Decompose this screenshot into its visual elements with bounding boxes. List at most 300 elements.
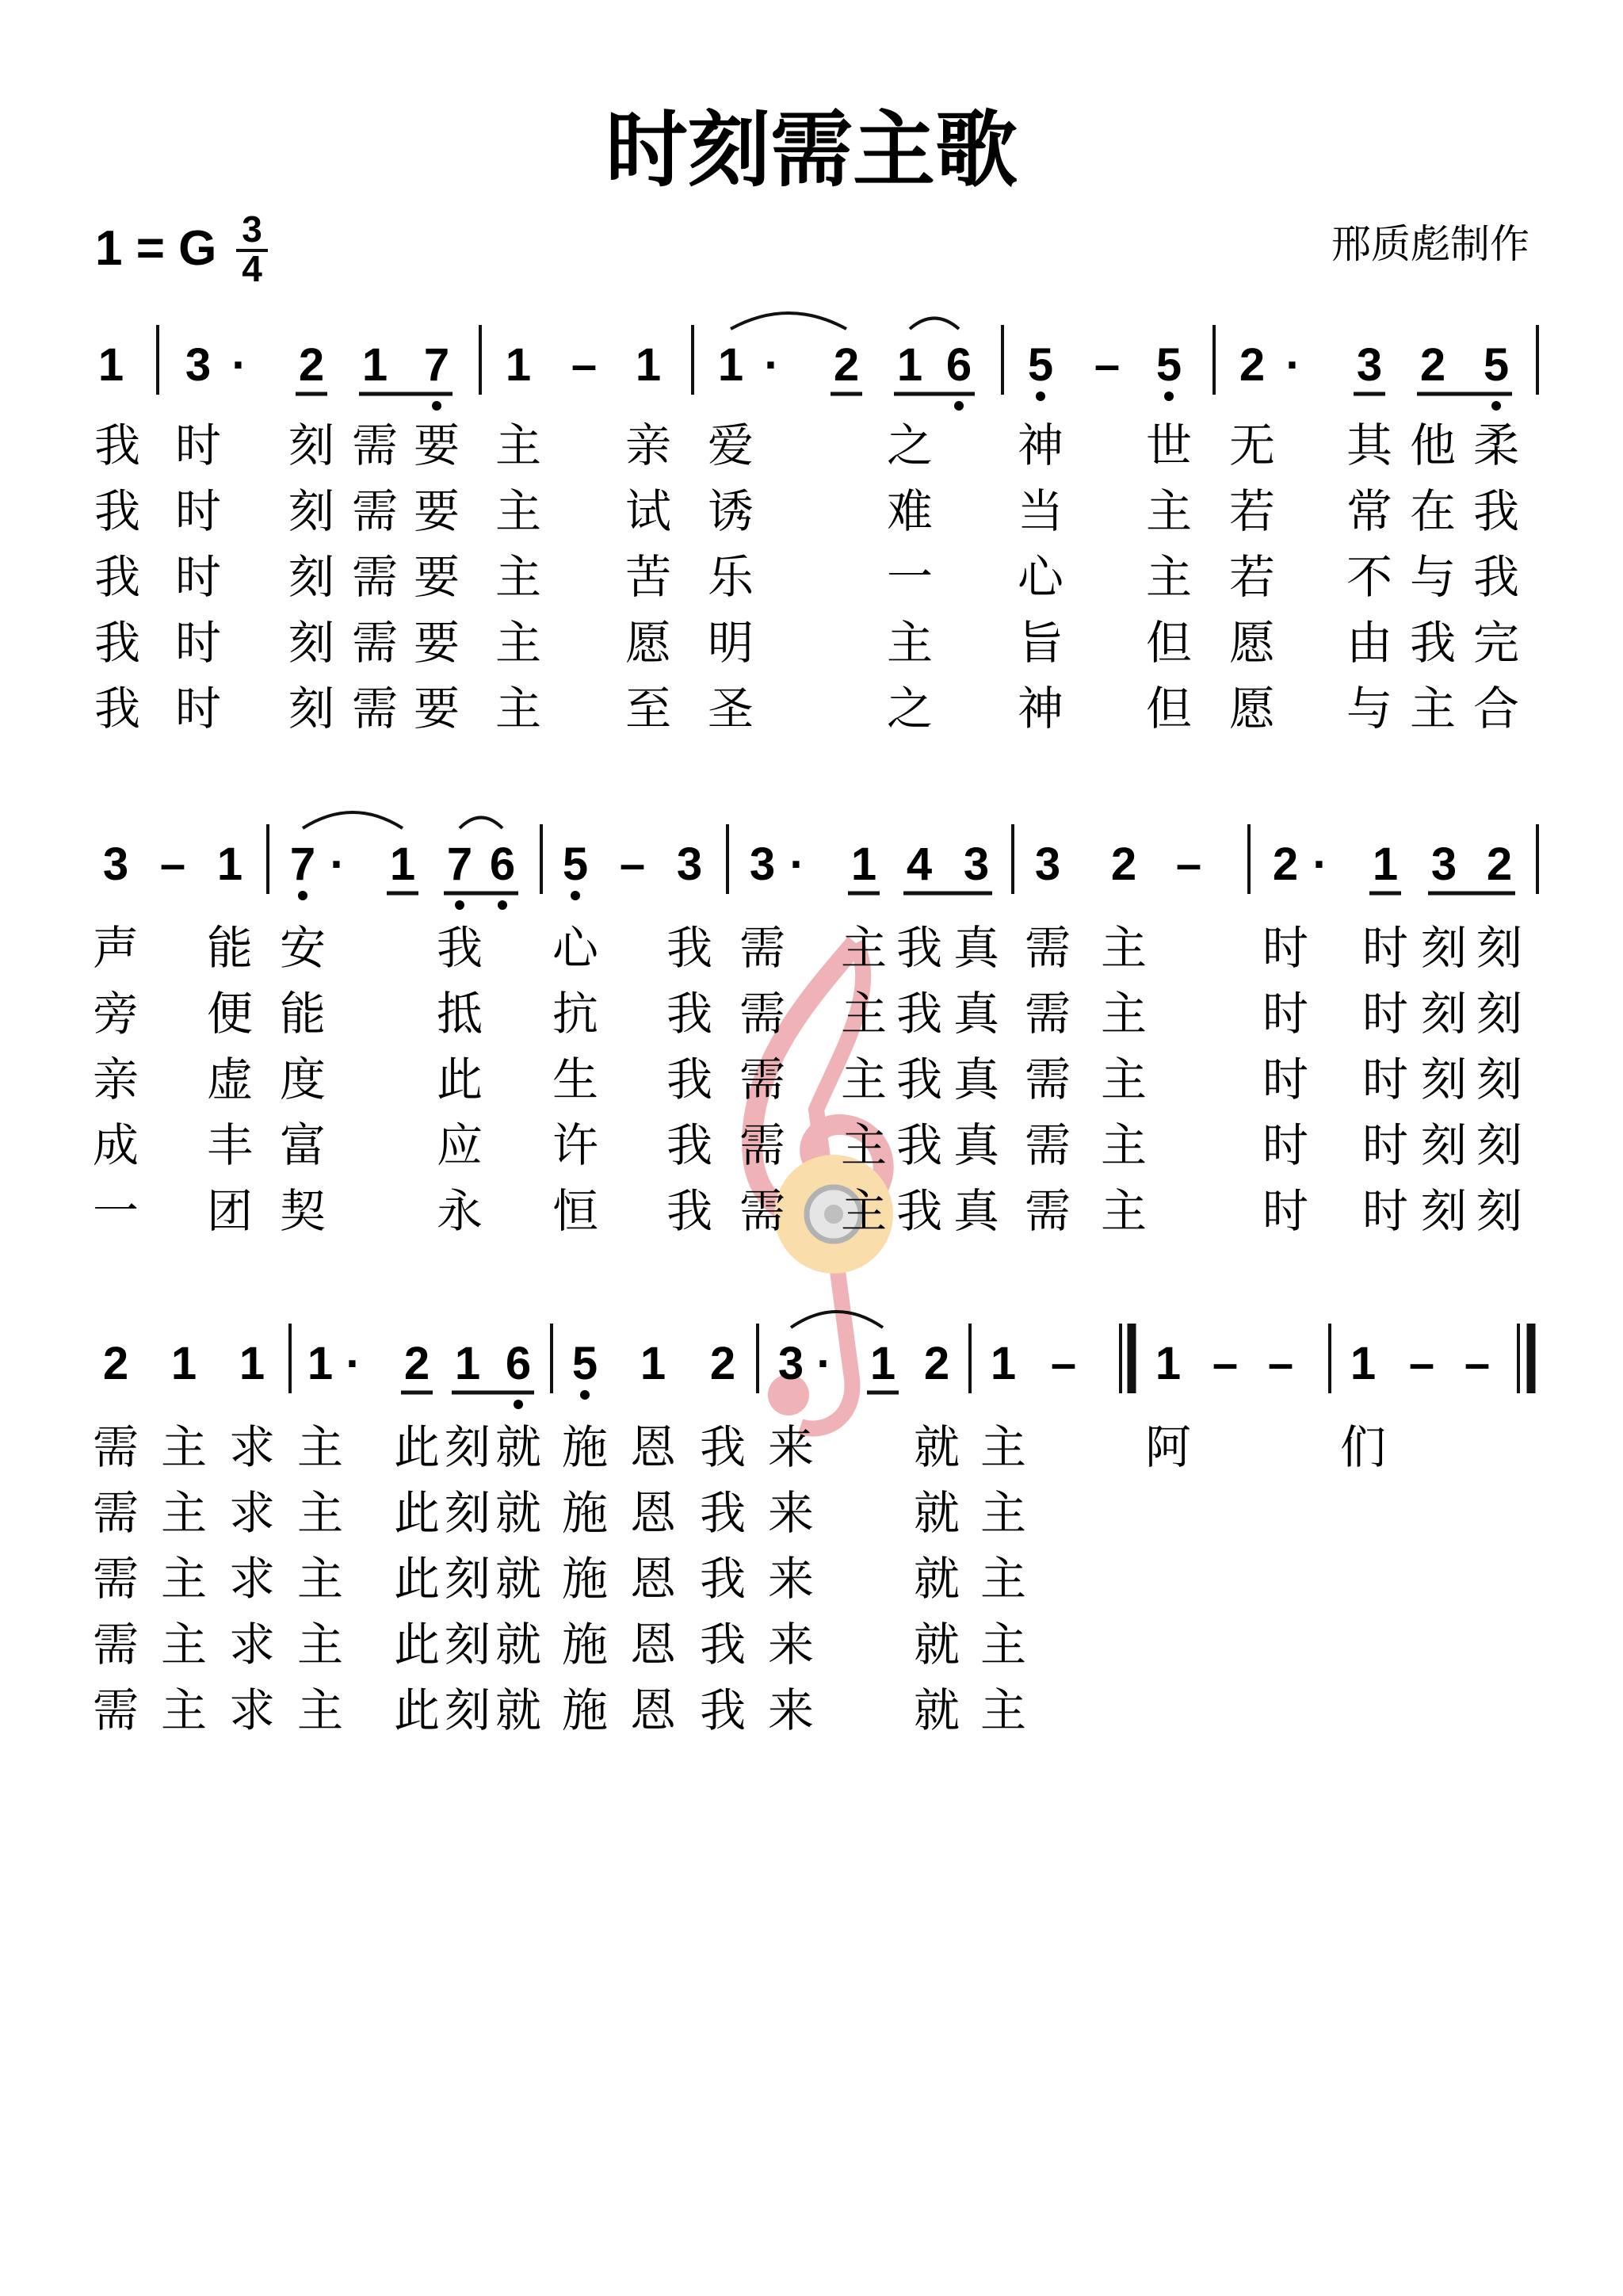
- note: 1: [635, 339, 662, 391]
- lyric-char: 若: [1228, 484, 1276, 538]
- lyric-char: 我: [896, 921, 943, 975]
- lyric-char: 施: [561, 1420, 609, 1474]
- lyric-char: 刻: [1476, 1052, 1523, 1106]
- lyric-char: 刻: [444, 1420, 491, 1474]
- lyric-char: 刻: [1420, 1184, 1468, 1238]
- lyric-char: 此: [436, 1052, 483, 1106]
- note: 3: [1430, 839, 1457, 890]
- lyric-char: 需: [1024, 1184, 1071, 1238]
- lyric-char: 主: [160, 1683, 208, 1737]
- lyric-char: 需: [739, 1118, 786, 1172]
- lyric-row: [94, 484, 1519, 538]
- lyric-char: 富: [279, 1118, 327, 1172]
- lyric-char: 我: [94, 682, 141, 735]
- lyric-char: 刻: [1420, 987, 1468, 1041]
- lyric-char: 我: [699, 1420, 747, 1474]
- lyric-char: 求: [228, 1683, 276, 1737]
- note: –: [1175, 839, 1202, 890]
- lyric-row: [94, 550, 1519, 604]
- lyric-char: 声: [92, 921, 139, 975]
- lyric-char: 恩: [629, 1552, 677, 1606]
- note: 1: [717, 339, 744, 391]
- lyric-char: 来: [767, 1552, 815, 1606]
- lyric-char: 常: [1346, 484, 1393, 538]
- note: 2: [1239, 339, 1266, 391]
- lyric-char: 能: [206, 921, 254, 975]
- lyric-char: 就: [913, 1486, 960, 1540]
- note: 3: [963, 839, 990, 890]
- lyric-char: 主: [495, 418, 542, 472]
- note: 7: [423, 339, 450, 391]
- lyric-char: 时: [174, 418, 222, 472]
- lyric-char: 时: [1262, 1052, 1309, 1106]
- system-3-notes: [103, 1312, 1531, 1409]
- lyric-char: 主: [980, 1486, 1027, 1540]
- note: 5: [1155, 339, 1182, 391]
- lyric-char: 刻: [1420, 921, 1468, 975]
- lyric-char: 恩: [629, 1420, 677, 1474]
- lyric-char: 愿: [1228, 682, 1276, 735]
- lyric-char: 恩: [629, 1618, 677, 1671]
- lyric-char: 苦: [624, 550, 672, 604]
- note: 6: [489, 839, 516, 890]
- lyric-char: 我: [1409, 616, 1457, 670]
- lyric-char: 圣: [707, 682, 754, 735]
- lyric-char: 度: [279, 1052, 327, 1106]
- lyric-char: 此: [393, 1420, 441, 1474]
- lyric-char: 刻: [288, 418, 335, 472]
- lyric-char: 就: [913, 1618, 960, 1671]
- lyric-char: 我: [436, 921, 483, 975]
- system-2-notes: [103, 812, 1537, 910]
- lyric-char: 就: [495, 1486, 542, 1540]
- note: ·: [1285, 339, 1301, 391]
- note: ·: [346, 1338, 361, 1389]
- lyric-char: 时: [1262, 921, 1309, 975]
- note: 1: [454, 1338, 481, 1389]
- lyric-char: 真: [953, 921, 1000, 975]
- lyric-row: [93, 1552, 1026, 1606]
- lyric-char: 时: [1361, 921, 1409, 975]
- low-octave-dot: [1036, 392, 1045, 401]
- lyric-char: 主: [160, 1420, 208, 1474]
- lyric-char: 求: [228, 1552, 276, 1606]
- lyric-char: 真: [953, 987, 1000, 1041]
- lyric-char: 需: [739, 921, 786, 975]
- note: –: [619, 839, 646, 890]
- lyric-char: 主: [1145, 550, 1193, 604]
- lyric-row: [93, 1618, 1026, 1671]
- lyric-char: 之: [886, 682, 934, 735]
- lyric-char: 心: [552, 921, 599, 975]
- note: ·: [1312, 839, 1328, 890]
- low-octave-dot: [514, 1400, 523, 1409]
- lyric-char: 契: [279, 1184, 327, 1238]
- lyric-char: 其: [1346, 418, 1393, 472]
- note: –: [1212, 1338, 1239, 1389]
- lyric-char: 时: [1361, 1052, 1409, 1106]
- lyric-char: 但: [1145, 616, 1193, 670]
- low-octave-dot: [1491, 401, 1501, 411]
- low-octave-dot: [498, 900, 507, 910]
- lyric-char: 要: [413, 484, 460, 538]
- note: 1: [307, 1338, 334, 1389]
- note: 3: [185, 339, 212, 391]
- lyric-char: 时: [1262, 1184, 1309, 1238]
- note: 1: [389, 839, 416, 890]
- note: 7: [446, 839, 473, 890]
- note: 2: [102, 1338, 129, 1389]
- lyric-char: 此: [393, 1486, 441, 1540]
- lyric-char: 难: [886, 484, 934, 538]
- lyric-char: 主: [840, 987, 888, 1041]
- lyric-char: 施: [561, 1552, 609, 1606]
- lyric-char: 恒: [552, 1184, 599, 1238]
- lyric-char: 需: [1024, 1052, 1071, 1106]
- lyric-char: 真: [953, 1184, 1000, 1238]
- note: 3: [102, 839, 129, 890]
- lyric-char: 诱: [707, 484, 754, 538]
- lyric-char: 主: [495, 682, 542, 735]
- lyric-char: 需: [351, 484, 399, 538]
- lyric-char: 就: [495, 1618, 542, 1671]
- lyric-char: 与: [1346, 682, 1393, 735]
- lyric-char: 便: [206, 987, 254, 1041]
- lyric-char: 主: [1100, 1118, 1148, 1172]
- lyric-row: [94, 418, 1519, 472]
- lyric-char: 亲: [624, 418, 672, 472]
- slur: [460, 818, 502, 829]
- note: 5: [562, 839, 589, 890]
- note: –: [159, 839, 186, 890]
- lyric-char: 主: [1100, 1052, 1148, 1106]
- note: ·: [330, 839, 346, 890]
- lyric-char: 爱: [707, 418, 754, 472]
- lyric-char: 世: [1145, 418, 1193, 472]
- note: 1: [361, 339, 388, 391]
- lyric-char: 主: [840, 921, 888, 975]
- lyric-char: 施: [561, 1486, 609, 1540]
- note: 3: [1356, 339, 1383, 391]
- note: 2: [403, 1338, 430, 1389]
- author-credit: 邢质彪制作: [1331, 221, 1529, 267]
- lyric-char: 我: [666, 921, 713, 975]
- lyric-char: 主: [160, 1486, 208, 1540]
- lyric-char: 此: [393, 1552, 441, 1606]
- low-octave-dot: [432, 401, 441, 411]
- lyric-row: [94, 682, 1519, 735]
- lyric-char: 我: [896, 1118, 943, 1172]
- lyric-char: 旁: [92, 987, 139, 1041]
- lyric-char: 主: [1100, 921, 1148, 975]
- lyric-char: 我: [666, 1118, 713, 1172]
- system-1-lyrics: [94, 418, 1519, 735]
- lyric-char: 来: [767, 1486, 815, 1540]
- lyric-char: 来: [767, 1618, 815, 1671]
- lyric-char: 刻: [444, 1618, 491, 1671]
- lyric-char: 要: [413, 550, 460, 604]
- note: ·: [816, 1338, 832, 1389]
- lyric-char: 一: [92, 1184, 139, 1238]
- lyric-char: 主: [1409, 682, 1457, 735]
- lyric-char: 来: [767, 1683, 815, 1737]
- note: 7: [289, 839, 316, 890]
- slur: [303, 812, 403, 828]
- note: 1: [1155, 1338, 1182, 1389]
- lyric-row: [93, 1420, 1386, 1474]
- lyric-char: 主: [296, 1420, 344, 1474]
- note: 1: [869, 1338, 896, 1389]
- lyric-char: 不: [1346, 550, 1393, 604]
- lyric-char: 时: [1361, 1118, 1409, 1172]
- lyric-char: 要: [413, 616, 460, 670]
- lyric-char: 能: [279, 987, 327, 1041]
- note: 1: [239, 1338, 265, 1389]
- lyric-char: 主: [980, 1420, 1027, 1474]
- lyric-char: 若: [1228, 550, 1276, 604]
- lyric-char: 主: [1145, 484, 1193, 538]
- note: 2: [1486, 839, 1513, 890]
- lyric-char: 抗: [552, 987, 599, 1041]
- lyric-char: 我: [699, 1552, 747, 1606]
- lyric-char: 需: [351, 418, 399, 472]
- lyric-char: 需: [92, 1486, 139, 1540]
- lyric-char: 需: [92, 1683, 139, 1737]
- lyric-char: 由: [1346, 616, 1393, 670]
- note: 2: [298, 339, 325, 391]
- note: –: [1464, 1338, 1491, 1389]
- lyric-char: 需: [351, 550, 399, 604]
- lyric-row: [93, 1052, 1522, 1106]
- lyric-char: 旨: [1017, 616, 1064, 670]
- lyric-char: 他: [1409, 418, 1457, 472]
- lyric-row: [93, 1486, 1026, 1540]
- lyric-char: 我: [666, 987, 713, 1041]
- note: 3: [777, 1338, 804, 1389]
- lyric-char: 求: [228, 1420, 276, 1474]
- lyric-char: 合: [1472, 682, 1520, 735]
- lyric-char: 刻: [1420, 1052, 1468, 1106]
- lyric-char: 就: [495, 1420, 542, 1474]
- lyric-char: 就: [913, 1420, 960, 1474]
- lyric-char: 主: [886, 616, 934, 670]
- lyric-char: 我: [94, 484, 141, 538]
- lyric-char: 我: [699, 1618, 747, 1671]
- note: ·: [231, 339, 247, 391]
- lyric-char: 求: [228, 1618, 276, 1671]
- low-octave-dot: [298, 891, 307, 900]
- lyric-char: 主: [840, 1184, 888, 1238]
- lyric-char: 刻: [1476, 921, 1523, 975]
- low-octave-dot: [580, 1390, 590, 1400]
- lyric-char: 与: [1409, 550, 1457, 604]
- lyric-char: 时: [1262, 1118, 1309, 1172]
- note: 1: [505, 339, 532, 391]
- note: ·: [764, 339, 780, 391]
- lyric-char: 主: [296, 1552, 344, 1606]
- slur: [731, 313, 846, 329]
- lyric-char: 刻: [444, 1683, 491, 1737]
- lyric-char: 但: [1145, 682, 1193, 735]
- note: 2: [1419, 339, 1446, 391]
- lyric-char: 主: [296, 1486, 344, 1540]
- lyric-char: 需: [1024, 921, 1071, 975]
- lyric-char: 神: [1017, 682, 1064, 735]
- lyric-char: 我: [896, 1184, 943, 1238]
- lyric-char: 我: [1472, 484, 1520, 538]
- time-signature-bottom: 4: [242, 248, 262, 289]
- lyric-char: 主: [980, 1683, 1027, 1737]
- lyric-char: 神: [1017, 418, 1064, 472]
- note: 6: [505, 1338, 532, 1389]
- lyric-char: 一: [886, 550, 934, 604]
- lyric-char: 要: [413, 418, 460, 472]
- lyric-char: 此: [393, 1618, 441, 1671]
- lyric-char: 成: [92, 1118, 139, 1172]
- note: 1: [850, 839, 877, 890]
- lyric-char: 安: [279, 921, 327, 975]
- note: 5: [1483, 339, 1510, 391]
- lyric-char: 主: [1100, 987, 1148, 1041]
- lyric-char: 我: [699, 1486, 747, 1540]
- lyric-char: 时: [1262, 987, 1309, 1041]
- lyric-char: 我: [896, 987, 943, 1041]
- time-signature-top: 3: [242, 208, 262, 250]
- lyric-char: 当: [1017, 484, 1064, 538]
- note: –: [1050, 1338, 1077, 1389]
- lyric-char: 刻: [444, 1486, 491, 1540]
- lyric-char: 许: [552, 1118, 599, 1172]
- lyric-char: 至: [624, 682, 672, 735]
- lyric-char: 主: [840, 1118, 888, 1172]
- low-octave-dot: [954, 401, 964, 411]
- lyric-char: 无: [1228, 418, 1276, 472]
- lyric-char: 时: [1361, 1184, 1409, 1238]
- lyric-char: 们: [1339, 1420, 1387, 1474]
- lyric-char: 求: [228, 1486, 276, 1540]
- lyric-char: 时: [1361, 987, 1409, 1041]
- lyric-char: 完: [1472, 616, 1520, 670]
- lyric-char: 施: [561, 1618, 609, 1671]
- lyric-char: 我: [666, 1052, 713, 1106]
- lyric-char: 阿: [1144, 1420, 1192, 1474]
- lyric-char: 试: [624, 484, 672, 538]
- lyric-char: 要: [413, 682, 460, 735]
- lyric-char: 主: [495, 484, 542, 538]
- lyric-char: 刻: [288, 484, 335, 538]
- lyric-char: 刻: [288, 682, 335, 735]
- lyric-char: 我: [94, 418, 141, 472]
- lyric-char: 恩: [629, 1683, 677, 1737]
- note: 6: [945, 339, 972, 391]
- lyric-row: [93, 921, 1522, 975]
- note: 1: [170, 1338, 197, 1389]
- note: 4: [906, 839, 933, 890]
- lyric-char: 需: [739, 1052, 786, 1106]
- lyric-char: 刻: [1420, 1118, 1468, 1172]
- lyric-char: 我: [94, 550, 141, 604]
- lyric-char: 时: [174, 682, 222, 735]
- note: –: [1408, 1338, 1435, 1389]
- lyric-char: 柔: [1472, 418, 1520, 472]
- lyric-char: 恩: [629, 1486, 677, 1540]
- low-octave-dot: [571, 891, 580, 900]
- lyric-char: 时: [174, 484, 222, 538]
- lyric-char: 真: [953, 1118, 1000, 1172]
- lyric-char: 明: [707, 616, 754, 670]
- note: 1: [1350, 1338, 1377, 1389]
- lyric-char: 此: [393, 1683, 441, 1737]
- lyric-char: 施: [561, 1683, 609, 1737]
- note: 1: [990, 1338, 1017, 1389]
- lyric-char: 主: [296, 1618, 344, 1671]
- lyric-char: 我: [699, 1683, 747, 1737]
- lyric-char: 团: [206, 1184, 254, 1238]
- lyric-char: 主: [296, 1683, 344, 1737]
- lyric-char: 需: [351, 682, 399, 735]
- lyric-char: 主: [840, 1052, 888, 1106]
- note: 1: [1372, 839, 1399, 890]
- lyric-char: 之: [886, 418, 934, 472]
- lyric-char: 应: [436, 1118, 483, 1172]
- note: 3: [749, 839, 776, 890]
- note: 3: [676, 839, 703, 890]
- lyric-row: [93, 1683, 1026, 1737]
- note: 1: [216, 839, 243, 890]
- lyric-char: 就: [913, 1683, 960, 1737]
- note: ·: [789, 839, 805, 890]
- lyric-char: 心: [1017, 550, 1064, 604]
- low-octave-dot: [1164, 392, 1174, 401]
- lyric-char: 需: [739, 1184, 786, 1238]
- lyric-char: 需: [739, 987, 786, 1041]
- lyric-char: 乐: [707, 550, 754, 604]
- lyric-char: 就: [495, 1552, 542, 1606]
- note: 3: [1034, 839, 1061, 890]
- lyric-char: 刻: [1476, 987, 1523, 1041]
- note: –: [571, 339, 598, 391]
- system-1-notes: [98, 313, 1537, 411]
- lyric-char: 我: [896, 1052, 943, 1106]
- lyric-char: 来: [767, 1420, 815, 1474]
- lyric-char: 真: [953, 1052, 1000, 1106]
- lyric-char: 生: [552, 1052, 599, 1106]
- lyric-char: 刻: [1476, 1118, 1523, 1172]
- lyric-char: 刻: [288, 616, 335, 670]
- note: 2: [923, 1338, 950, 1389]
- note: 1: [97, 339, 124, 391]
- note: 1: [896, 339, 923, 391]
- lyric-char: 刻: [444, 1552, 491, 1606]
- lyric-char: 需: [1024, 1118, 1071, 1172]
- lyric-char: 需: [92, 1420, 139, 1474]
- note: 2: [1272, 839, 1299, 890]
- lyric-char: 我: [1472, 550, 1520, 604]
- lyric-char: 抵: [436, 987, 483, 1041]
- lyric-char: 主: [160, 1552, 208, 1606]
- lyric-char: 主: [1100, 1184, 1148, 1238]
- lyric-char: 永: [436, 1184, 483, 1238]
- lyric-char: 就: [913, 1552, 960, 1606]
- note: 5: [1027, 339, 1054, 391]
- note: –: [1267, 1338, 1294, 1389]
- lyric-char: 丰: [206, 1118, 254, 1172]
- lyric-char: 主: [495, 616, 542, 670]
- lyric-char: 主: [980, 1552, 1027, 1606]
- lyric-char: 愿: [624, 616, 672, 670]
- lyric-char: 需: [351, 616, 399, 670]
- lyric-char: 需: [92, 1552, 139, 1606]
